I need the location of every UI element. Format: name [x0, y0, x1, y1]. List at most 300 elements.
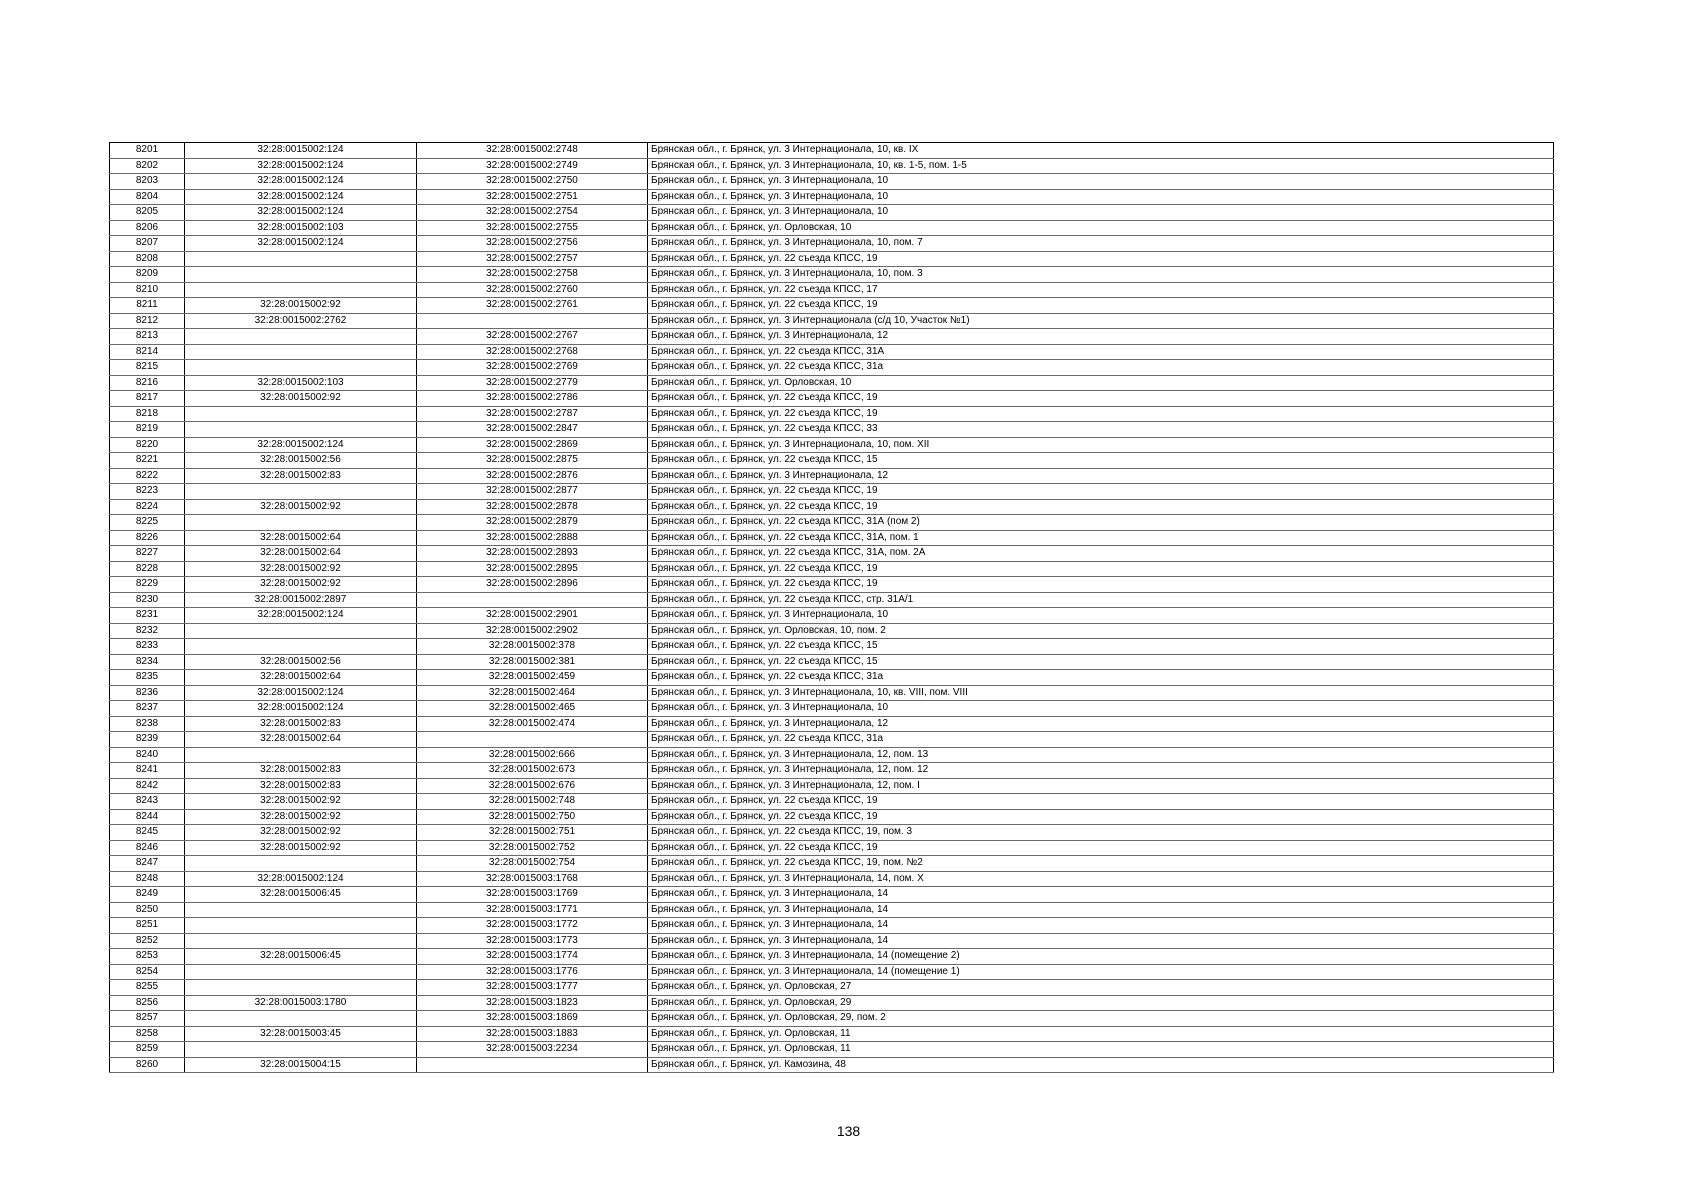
- cadastral-number-cell: 32:28:0015002:2787: [417, 406, 648, 422]
- parent-cadastral-number-cell: 32:28:0015002:64: [185, 530, 417, 546]
- table-row: [110, 887, 1554, 903]
- parent-cadastral-number-cell: [185, 422, 417, 438]
- address-cell: Брянская обл., г. Брянск, ул. 22 съезда КПСС, 31А, пом. 2А: [648, 546, 1554, 562]
- parent-cadastral-number-cell: [185, 856, 417, 872]
- cadastral-number-cell: 32:28:0015002:752: [417, 840, 648, 856]
- parent-cadastral-number-cell: 32:28:0015002:92: [185, 577, 417, 593]
- address-cell: Брянская обл., г. Брянск, ул. 3 Интернационала, 12, пом. 12: [648, 763, 1554, 779]
- cadastral-number-cell: 32:28:0015003:1883: [417, 1026, 648, 1042]
- row-number-cell: 8249: [110, 887, 185, 903]
- row-number-cell: 8239: [110, 732, 185, 748]
- address-cell: Брянская обл., г. Брянск, ул. 3 Интернационала, 14: [648, 902, 1554, 918]
- table-row: [110, 267, 1554, 283]
- parent-cadastral-number-cell: 32:28:0015002:83: [185, 468, 417, 484]
- row-number-cell: 8247: [110, 856, 185, 872]
- cadastral-number-cell: 32:28:0015002:754: [417, 856, 648, 872]
- address-cell: Брянская обл., г. Брянск, ул. Орловская, 29: [648, 995, 1554, 1011]
- cadastral-number-cell: 32:28:0015002:378: [417, 639, 648, 655]
- table-row: [110, 902, 1554, 918]
- parent-cadastral-number-cell: [185, 1011, 417, 1027]
- row-number-cell: 8235: [110, 670, 185, 686]
- cadastral-number-cell: 32:28:0015002:2757: [417, 251, 648, 267]
- parent-cadastral-number-cell: 32:28:0015002:64: [185, 732, 417, 748]
- row-number-cell: 8219: [110, 422, 185, 438]
- table-row: [110, 639, 1554, 655]
- row-number-cell: 8254: [110, 964, 185, 980]
- parent-cadastral-number-cell: 32:28:0015002:124: [185, 437, 417, 453]
- parent-cadastral-number-cell: 32:28:0015002:2762: [185, 313, 417, 329]
- cadastral-number-cell: 32:28:0015003:1774: [417, 949, 648, 965]
- row-number-cell: 8234: [110, 654, 185, 670]
- row-number-cell: 8245: [110, 825, 185, 841]
- cadastral-number-cell: 32:28:0015002:2847: [417, 422, 648, 438]
- row-number-cell: 8218: [110, 406, 185, 422]
- address-cell: Брянская обл., г. Брянск, ул. 3 Интернационала, 12, пом. 13: [648, 747, 1554, 763]
- parent-cadastral-number-cell: 32:28:0015002:92: [185, 499, 417, 515]
- address-cell: Брянская обл., г. Брянск, ул. Орловская, 10: [648, 375, 1554, 391]
- parent-cadastral-number-cell: [185, 406, 417, 422]
- address-cell: Брянская обл., г. Брянск, ул. 22 съезда КПСС, 19: [648, 406, 1554, 422]
- row-number-cell: 8221: [110, 453, 185, 469]
- cadastral-number-cell: 32:28:0015002:2877: [417, 484, 648, 500]
- row-number-cell: 8246: [110, 840, 185, 856]
- address-cell: Брянская обл., г. Брянск, ул. 22 съезда КПСС, 19: [648, 499, 1554, 515]
- row-number-cell: 8223: [110, 484, 185, 500]
- cadastral-number-cell: [417, 732, 648, 748]
- parent-cadastral-number-cell: [185, 747, 417, 763]
- cadastral-number-cell: 32:28:0015002:2878: [417, 499, 648, 515]
- cadastral-number-cell: 32:28:0015002:673: [417, 763, 648, 779]
- cadastral-number-cell: 32:28:0015003:1777: [417, 980, 648, 996]
- parent-cadastral-number-cell: 32:28:0015003:1780: [185, 995, 417, 1011]
- table-row: [110, 344, 1554, 360]
- address-cell: Брянская обл., г. Брянск, ул. 3 Интернационала, 14: [648, 933, 1554, 949]
- address-cell: Брянская обл., г. Брянск, ул. 3 Интернационала, 10: [648, 174, 1554, 190]
- table-row: [110, 825, 1554, 841]
- row-number-cell: 8217: [110, 391, 185, 407]
- address-cell: Брянская обл., г. Брянск, ул. 22 съезда КПСС, 19: [648, 561, 1554, 577]
- table-row: [110, 453, 1554, 469]
- cadastral-number-cell: 32:28:0015002:2895: [417, 561, 648, 577]
- table-row: [110, 189, 1554, 205]
- parent-cadastral-number-cell: 32:28:0015002:124: [185, 701, 417, 717]
- row-number-cell: 8225: [110, 515, 185, 531]
- row-number-cell: 8206: [110, 220, 185, 236]
- cadastral-number-cell: 32:28:0015003:1776: [417, 964, 648, 980]
- table-row: [110, 685, 1554, 701]
- address-cell: Брянская обл., г. Брянск, ул. Орловская, 10: [648, 220, 1554, 236]
- row-number-cell: 8229: [110, 577, 185, 593]
- address-cell: Брянская обл., г. Брянск, ул. 22 съезда КПСС, 19: [648, 840, 1554, 856]
- cadastral-number-cell: 32:28:0015002:464: [417, 685, 648, 701]
- parent-cadastral-number-cell: [185, 1042, 417, 1058]
- parent-cadastral-number-cell: 32:28:0015002:92: [185, 391, 417, 407]
- parent-cadastral-number-cell: 32:28:0015002:124: [185, 205, 417, 221]
- cadastral-number-cell: 32:28:0015002:751: [417, 825, 648, 841]
- table-row: [110, 1026, 1554, 1042]
- row-number-cell: 8226: [110, 530, 185, 546]
- table-row: [110, 220, 1554, 236]
- parent-cadastral-number-cell: [185, 964, 417, 980]
- row-number-cell: 8230: [110, 592, 185, 608]
- row-number-cell: 8205: [110, 205, 185, 221]
- address-cell: Брянская обл., г. Брянск, ул. 3 Интернационала, 12: [648, 716, 1554, 732]
- row-number-cell: 8251: [110, 918, 185, 934]
- address-cell: Брянская обл., г. Брянск, ул. 22 съезда КПСС, 17: [648, 282, 1554, 298]
- row-number-cell: 8204: [110, 189, 185, 205]
- table-row: [110, 546, 1554, 562]
- table-row: [110, 360, 1554, 376]
- parent-cadastral-number-cell: [185, 251, 417, 267]
- address-cell: Брянская обл., г. Брянск, ул. Орловская, 11: [648, 1042, 1554, 1058]
- cadastral-number-cell: 32:28:0015003:1772: [417, 918, 648, 934]
- address-cell: Брянская обл., г. Брянск, ул. 3 Интернационала, 10, пом. 7: [648, 236, 1554, 252]
- address-cell: Брянская обл., г. Брянск, ул. 3 Интернационала, 14 (помещение 2): [648, 949, 1554, 965]
- cadastral-number-cell: 32:28:0015002:381: [417, 654, 648, 670]
- address-cell: Брянская обл., г. Брянск, ул. 3 Интернационала, 10, пом. XII: [648, 437, 1554, 453]
- cadastral-number-cell: 32:28:0015002:465: [417, 701, 648, 717]
- parent-cadastral-number-cell: 32:28:0015002:83: [185, 778, 417, 794]
- table-row: [110, 701, 1554, 717]
- address-cell: Брянская обл., г. Брянск, ул. Камозина, 48: [648, 1057, 1554, 1073]
- address-cell: Брянская обл., г. Брянск, ул. 22 съезда КПСС, 19, пом. №2: [648, 856, 1554, 872]
- parent-cadastral-number-cell: 32:28:0015002:64: [185, 546, 417, 562]
- cadastral-number-cell: 32:28:0015002:2760: [417, 282, 648, 298]
- cadastral-number-cell: 32:28:0015002:2751: [417, 189, 648, 205]
- row-number-cell: 8244: [110, 809, 185, 825]
- table-row: [110, 933, 1554, 949]
- parent-cadastral-number-cell: 32:28:0015002:92: [185, 809, 417, 825]
- table-row: [110, 236, 1554, 252]
- address-cell: Брянская обл., г. Брянск, ул. 22 съезда КПСС, 19: [648, 298, 1554, 314]
- row-number-cell: 8243: [110, 794, 185, 810]
- row-number-cell: 8258: [110, 1026, 185, 1042]
- cadastral-number-cell: 32:28:0015003:1823: [417, 995, 648, 1011]
- address-cell: Брянская обл., г. Брянск, ул. 3 Интернационала, 10, кв. IX: [648, 143, 1554, 159]
- table-row: [110, 918, 1554, 934]
- table-row: [110, 530, 1554, 546]
- address-cell: Брянская обл., г. Брянск, ул. 22 съезда КПСС, 31а: [648, 732, 1554, 748]
- cadastral-number-cell: 32:28:0015002:2875: [417, 453, 648, 469]
- row-number-cell: 8215: [110, 360, 185, 376]
- parent-cadastral-number-cell: 32:28:0015002:124: [185, 685, 417, 701]
- parent-cadastral-number-cell: [185, 980, 417, 996]
- cadastral-number-cell: 32:28:0015002:2888: [417, 530, 648, 546]
- address-cell: Брянская обл., г. Брянск, ул. Орловская, 11: [648, 1026, 1554, 1042]
- row-number-cell: 8201: [110, 143, 185, 159]
- cadastral-number-cell: 32:28:0015002:2902: [417, 623, 648, 639]
- table-row: [110, 592, 1554, 608]
- parent-cadastral-number-cell: 32:28:0015002:83: [185, 716, 417, 732]
- cadastral-number-cell: 32:28:0015002:2786: [417, 391, 648, 407]
- address-cell: Брянская обл., г. Брянск, ул. 22 съезда КПСС, 15: [648, 639, 1554, 655]
- parent-cadastral-number-cell: 32:28:0015002:56: [185, 453, 417, 469]
- address-cell: Брянская обл., г. Брянск, ул. 3 Интернационала, 10: [648, 189, 1554, 205]
- table-row: [110, 716, 1554, 732]
- table-row: [110, 298, 1554, 314]
- address-cell: Брянская обл., г. Брянск, ул. 3 Интернационала, 10, кв. 1-5, пом. 1-5: [648, 158, 1554, 174]
- address-cell: Брянская обл., г. Брянск, ул. 3 Интернационала, 14 (помещение 1): [648, 964, 1554, 980]
- address-cell: Брянская обл., г. Брянск, ул. 3 Интернационала, 14, пом. X: [648, 871, 1554, 887]
- table-row: [110, 608, 1554, 624]
- cadastral-number-cell: 32:28:0015002:2750: [417, 174, 648, 190]
- address-cell: Брянская обл., г. Брянск, ул. 22 съезда КПСС, 33: [648, 422, 1554, 438]
- address-cell: Брянская обл., г. Брянск, ул. 3 Интернационала, 12: [648, 468, 1554, 484]
- row-number-cell: 8216: [110, 375, 185, 391]
- cadastral-number-cell: 32:28:0015002:2779: [417, 375, 648, 391]
- row-number-cell: 8231: [110, 608, 185, 624]
- address-cell: Брянская обл., г. Брянск, ул. 22 съезда КПСС, стр. 31А/1: [648, 592, 1554, 608]
- address-cell: Брянская обл., г. Брянск, ул. 22 съезда КПСС, 15: [648, 453, 1554, 469]
- table-row: [110, 561, 1554, 577]
- cadastral-number-cell: 32:28:0015002:2901: [417, 608, 648, 624]
- parent-cadastral-number-cell: 32:28:0015002:92: [185, 561, 417, 577]
- parent-cadastral-number-cell: 32:28:0015002:124: [185, 143, 417, 159]
- row-number-cell: 8259: [110, 1042, 185, 1058]
- cadastral-number-cell: 32:28:0015002:474: [417, 716, 648, 732]
- parent-cadastral-number-cell: 32:28:0015002:103: [185, 375, 417, 391]
- table-row: [110, 143, 1554, 159]
- parent-cadastral-number-cell: 32:28:0015003:45: [185, 1026, 417, 1042]
- row-number-cell: 8256: [110, 995, 185, 1011]
- address-cell: Брянская обл., г. Брянск, ул. Орловская, 10, пом. 2: [648, 623, 1554, 639]
- address-cell: Брянская обл., г. Брянск, ул. 3 Интернационала, 14: [648, 918, 1554, 934]
- row-number-cell: 8255: [110, 980, 185, 996]
- row-number-cell: 8212: [110, 313, 185, 329]
- table-row: [110, 499, 1554, 515]
- table-row: [110, 980, 1554, 996]
- address-cell: Брянская обл., г. Брянск, ул. 22 съезда КПСС, 31А: [648, 344, 1554, 360]
- table-row: [110, 654, 1554, 670]
- address-cell: Брянская обл., г. Брянск, ул. 22 съезда КПСС, 19: [648, 809, 1554, 825]
- address-cell: Брянская обл., г. Брянск, ул. 3 Интернационала, 14: [648, 887, 1554, 903]
- table-row: [110, 1057, 1554, 1073]
- row-number-cell: 8214: [110, 344, 185, 360]
- parent-cadastral-number-cell: 32:28:0015002:124: [185, 608, 417, 624]
- address-cell: Брянская обл., г. Брянск, ул. 3 Интернационала, 10, пом. 3: [648, 267, 1554, 283]
- row-number-cell: 8228: [110, 561, 185, 577]
- row-number-cell: 8237: [110, 701, 185, 717]
- parent-cadastral-number-cell: [185, 918, 417, 934]
- row-number-cell: 8224: [110, 499, 185, 515]
- parent-cadastral-number-cell: [185, 902, 417, 918]
- parent-cadastral-number-cell: [185, 360, 417, 376]
- parent-cadastral-number-cell: 32:28:0015002:92: [185, 840, 417, 856]
- row-number-cell: 8253: [110, 949, 185, 965]
- row-number-cell: 8242: [110, 778, 185, 794]
- cadastral-number-cell: 32:28:0015003:1769: [417, 887, 648, 903]
- parent-cadastral-number-cell: 32:28:0015002:83: [185, 763, 417, 779]
- table-row: [110, 577, 1554, 593]
- parent-cadastral-number-cell: [185, 623, 417, 639]
- parent-cadastral-number-cell: [185, 329, 417, 345]
- table-row: [110, 391, 1554, 407]
- row-number-cell: 8260: [110, 1057, 185, 1073]
- parent-cadastral-number-cell: 32:28:0015002:92: [185, 298, 417, 314]
- table-row: [110, 375, 1554, 391]
- row-number-cell: 8250: [110, 902, 185, 918]
- address-cell: Брянская обл., г. Брянск, ул. 22 съезда КПСС, 19: [648, 391, 1554, 407]
- cadastral-number-cell: 32:28:0015002:2767: [417, 329, 648, 345]
- cadastral-number-cell: 32:28:0015002:2756: [417, 236, 648, 252]
- parent-cadastral-number-cell: 32:28:0015002:124: [185, 189, 417, 205]
- row-number-cell: 8203: [110, 174, 185, 190]
- cadastral-number-cell: 32:28:0015002:2758: [417, 267, 648, 283]
- cadastral-number-cell: 32:28:0015002:666: [417, 747, 648, 763]
- address-cell: Брянская обл., г. Брянск, ул. 22 съезда КПСС, 19: [648, 484, 1554, 500]
- registry-table-body: [110, 143, 1554, 1073]
- parent-cadastral-number-cell: 32:28:0015002:92: [185, 825, 417, 841]
- cadastral-number-cell: 32:28:0015002:2754: [417, 205, 648, 221]
- cadastral-number-cell: [417, 313, 648, 329]
- address-cell: Брянская обл., г. Брянск, ул. 3 Интернационала, 10, кв. VIII, пом. VIII: [648, 685, 1554, 701]
- table-row: [110, 995, 1554, 1011]
- table-row: [110, 158, 1554, 174]
- table-row: [110, 763, 1554, 779]
- cadastral-number-cell: 32:28:0015003:1869: [417, 1011, 648, 1027]
- row-number-cell: 8220: [110, 437, 185, 453]
- cadastral-number-cell: 32:28:0015002:2879: [417, 515, 648, 531]
- parent-cadastral-number-cell: 32:28:0015002:124: [185, 174, 417, 190]
- cadastral-number-cell: 32:28:0015003:1768: [417, 871, 648, 887]
- table-row: [110, 732, 1554, 748]
- cadastral-number-cell: 32:28:0015002:2761: [417, 298, 648, 314]
- cadastral-number-cell: 32:28:0015002:2768: [417, 344, 648, 360]
- table-row: [110, 329, 1554, 345]
- address-cell: Брянская обл., г. Брянск, ул. 22 съезда КПСС, 31а: [648, 670, 1554, 686]
- table-row: [110, 282, 1554, 298]
- address-cell: Брянская обл., г. Брянск, ул. 22 съезда КПСС, 15: [648, 654, 1554, 670]
- parent-cadastral-number-cell: 32:28:0015002:56: [185, 654, 417, 670]
- address-cell: Брянская обл., г. Брянск, ул. Орловская, 29, пом. 2: [648, 1011, 1554, 1027]
- cadastral-number-cell: 32:28:0015003:1773: [417, 933, 648, 949]
- cadastral-number-cell: 32:28:0015002:750: [417, 809, 648, 825]
- address-cell: Брянская обл., г. Брянск, ул. 3 Интернационала, 10: [648, 701, 1554, 717]
- cadastral-number-cell: 32:28:0015002:2748: [417, 143, 648, 159]
- row-number-cell: 8236: [110, 685, 185, 701]
- parent-cadastral-number-cell: 32:28:0015002:103: [185, 220, 417, 236]
- cadastral-number-cell: 32:28:0015002:2876: [417, 468, 648, 484]
- row-number-cell: 8213: [110, 329, 185, 345]
- parent-cadastral-number-cell: 32:28:0015002:64: [185, 670, 417, 686]
- row-number-cell: 8241: [110, 763, 185, 779]
- row-number-cell: 8222: [110, 468, 185, 484]
- parent-cadastral-number-cell: 32:28:0015006:45: [185, 887, 417, 903]
- parent-cadastral-number-cell: [185, 515, 417, 531]
- cadastral-number-cell: 32:28:0015002:2896: [417, 577, 648, 593]
- table-row: [110, 809, 1554, 825]
- parent-cadastral-number-cell: [185, 484, 417, 500]
- address-cell: Брянская обл., г. Брянск, ул. 3 Интернационала (с/д 10, Участок №1): [648, 313, 1554, 329]
- table-row: [110, 437, 1554, 453]
- row-number-cell: 8211: [110, 298, 185, 314]
- row-number-cell: 8233: [110, 639, 185, 655]
- cadastral-number-cell: 32:28:0015002:2869: [417, 437, 648, 453]
- address-cell: Брянская обл., г. Брянск, ул. 22 съезда КПСС, 19: [648, 577, 1554, 593]
- cadastral-number-cell: 32:28:0015002:748: [417, 794, 648, 810]
- table-row: [110, 1011, 1554, 1027]
- address-cell: Брянская обл., г. Брянск, ул. 3 Интернационала, 12, пом. I: [648, 778, 1554, 794]
- cadastral-number-cell: 32:28:0015002:459: [417, 670, 648, 686]
- parent-cadastral-number-cell: [185, 344, 417, 360]
- table-row: [110, 515, 1554, 531]
- parent-cadastral-number-cell: [185, 282, 417, 298]
- address-cell: Брянская обл., г. Брянск, ул. 22 съезда КПСС, 19: [648, 794, 1554, 810]
- table-row: [110, 1042, 1554, 1058]
- parent-cadastral-number-cell: [185, 267, 417, 283]
- page-number: 138: [836, 1123, 861, 1139]
- row-number-cell: 8248: [110, 871, 185, 887]
- parent-cadastral-number-cell: 32:28:0015002:124: [185, 158, 417, 174]
- parent-cadastral-number-cell: 32:28:0015002:124: [185, 236, 417, 252]
- row-number-cell: 8208: [110, 251, 185, 267]
- table-row: [110, 484, 1554, 500]
- cadastral-number-cell: [417, 592, 648, 608]
- row-number-cell: 8209: [110, 267, 185, 283]
- row-number-cell: 8252: [110, 933, 185, 949]
- cadastral-registry-table: [109, 142, 1554, 1073]
- parent-cadastral-number-cell: [185, 933, 417, 949]
- table-row: [110, 174, 1554, 190]
- parent-cadastral-number-cell: 32:28:0015002:92: [185, 794, 417, 810]
- table-row: [110, 406, 1554, 422]
- address-cell: Брянская обл., г. Брянск, ул. 22 съезда КПСС, 31А (пом 2): [648, 515, 1554, 531]
- parent-cadastral-number-cell: 32:28:0015002:124: [185, 871, 417, 887]
- row-number-cell: 8207: [110, 236, 185, 252]
- table-row: [110, 871, 1554, 887]
- table-row: [110, 468, 1554, 484]
- address-cell: Брянская обл., г. Брянск, ул. Орловская, 27: [648, 980, 1554, 996]
- row-number-cell: 8232: [110, 623, 185, 639]
- table-row: [110, 856, 1554, 872]
- cadastral-number-cell: [417, 1057, 648, 1073]
- address-cell: Брянская обл., г. Брянск, ул. 22 съезда КПСС, 19: [648, 251, 1554, 267]
- table-row: [110, 670, 1554, 686]
- cadastral-number-cell: 32:28:0015002:2769: [417, 360, 648, 376]
- table-row: [110, 422, 1554, 438]
- cadastral-number-cell: 32:28:0015002:2749: [417, 158, 648, 174]
- cadastral-number-cell: 32:28:0015002:2755: [417, 220, 648, 236]
- table-row: [110, 313, 1554, 329]
- cadastral-number-cell: 32:28:0015003:1771: [417, 902, 648, 918]
- table-row: [110, 964, 1554, 980]
- table-row: [110, 747, 1554, 763]
- row-number-cell: 8240: [110, 747, 185, 763]
- parent-cadastral-number-cell: 32:28:0015004:15: [185, 1057, 417, 1073]
- address-cell: Брянская обл., г. Брянск, ул. 3 Интернационала, 10: [648, 608, 1554, 624]
- address-cell: Брянская обл., г. Брянск, ул. 22 съезда КПСС, 31А, пом. 1: [648, 530, 1554, 546]
- row-number-cell: 8227: [110, 546, 185, 562]
- table-row: [110, 251, 1554, 267]
- parent-cadastral-number-cell: 32:28:0015006:45: [185, 949, 417, 965]
- parent-cadastral-number-cell: 32:28:0015002:2897: [185, 592, 417, 608]
- address-cell: Брянская обл., г. Брянск, ул. 22 съезда КПСС, 19, пом. 3: [648, 825, 1554, 841]
- parent-cadastral-number-cell: [185, 639, 417, 655]
- cadastral-number-cell: 32:28:0015002:2893: [417, 546, 648, 562]
- address-cell: Брянская обл., г. Брянск, ул. 3 Интернационала, 10: [648, 205, 1554, 221]
- row-number-cell: 8238: [110, 716, 185, 732]
- table-row: [110, 778, 1554, 794]
- address-cell: Брянская обл., г. Брянск, ул. 3 Интернационала, 12: [648, 329, 1554, 345]
- address-cell: Брянская обл., г. Брянск, ул. 22 съезда КПСС, 31а: [648, 360, 1554, 376]
- table-row: [110, 205, 1554, 221]
- table-row: [110, 949, 1554, 965]
- table-row: [110, 840, 1554, 856]
- row-number-cell: 8210: [110, 282, 185, 298]
- row-number-cell: 8202: [110, 158, 185, 174]
- cadastral-number-cell: 32:28:0015003:2234: [417, 1042, 648, 1058]
- table-row: [110, 623, 1554, 639]
